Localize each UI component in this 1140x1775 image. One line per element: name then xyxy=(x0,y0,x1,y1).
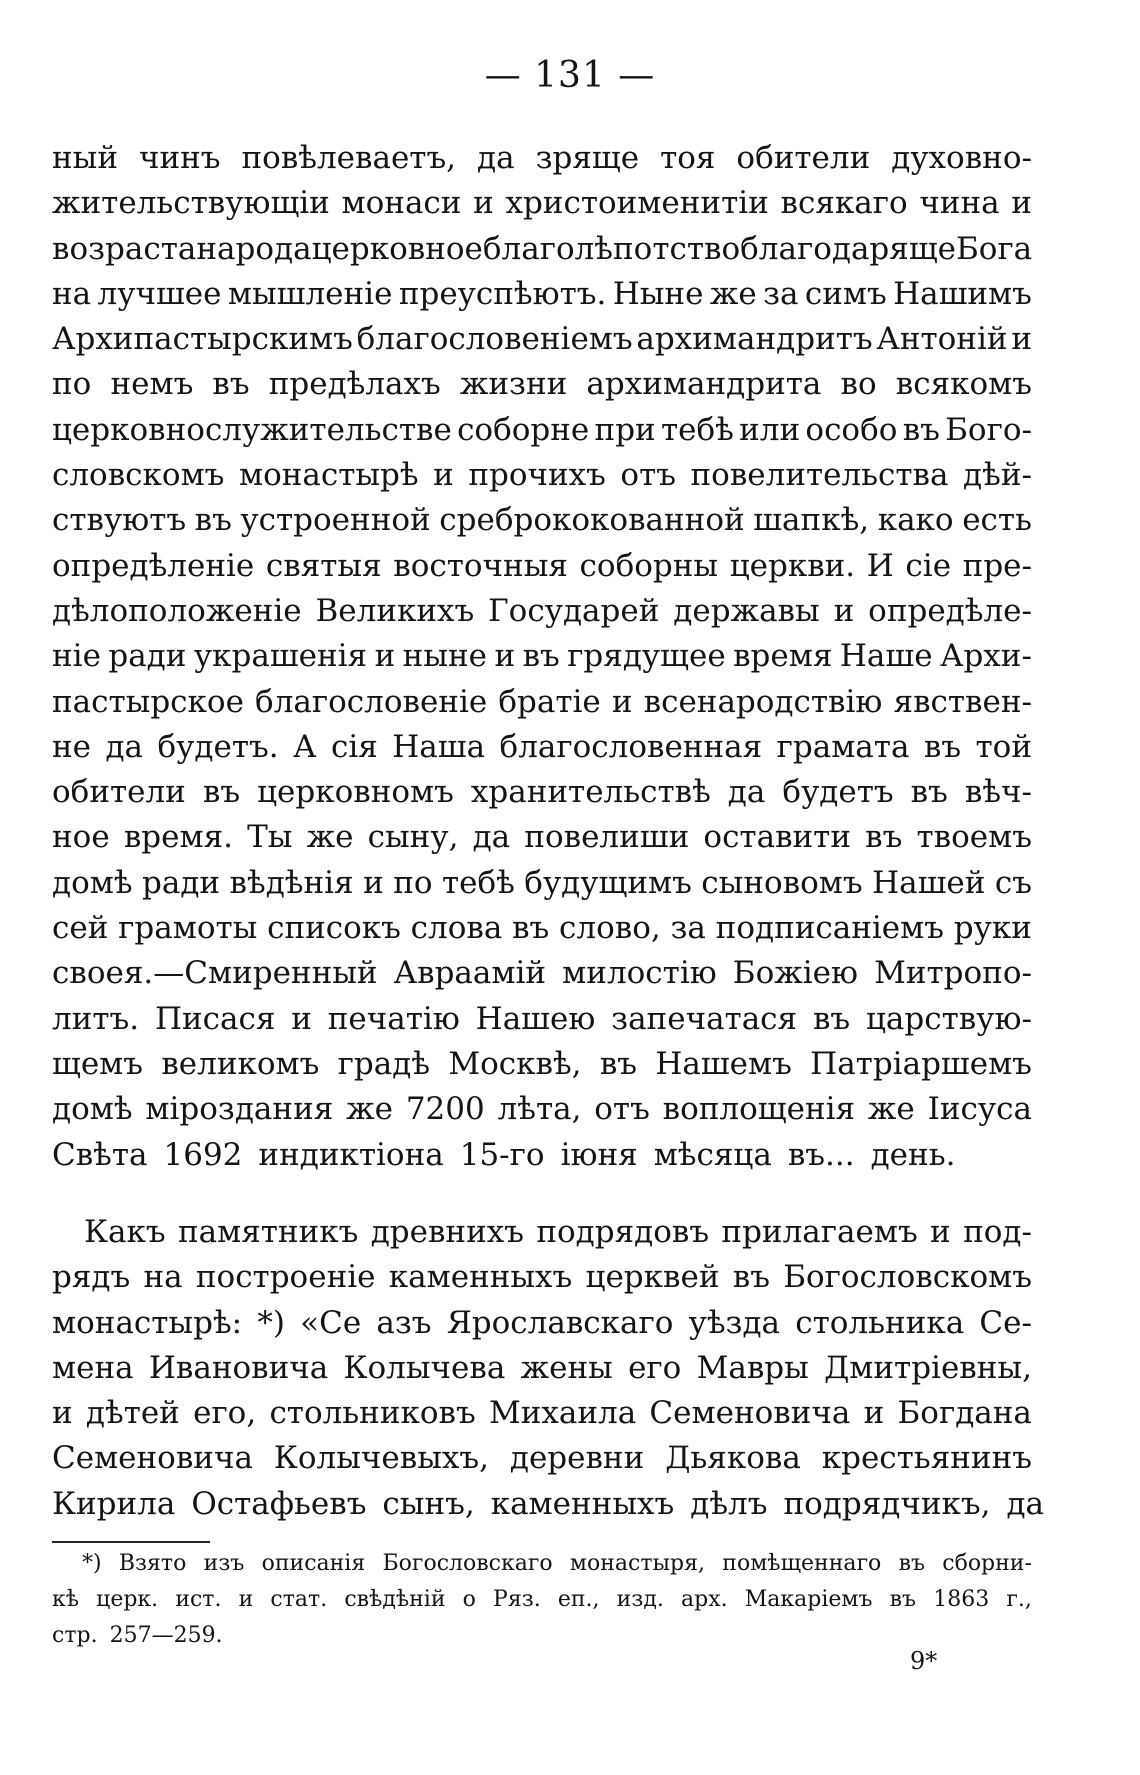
word: изъ xyxy=(203,1551,245,1576)
word: архимандритъ xyxy=(636,321,873,358)
word: же xyxy=(867,1091,915,1128)
word: повѣлеваетъ, xyxy=(241,140,457,176)
text-line xyxy=(52,1582,1032,1618)
word: 15-го xyxy=(459,1136,545,1173)
word: арх. xyxy=(681,1587,728,1612)
word: каменныхъ xyxy=(388,1259,573,1296)
text-line xyxy=(52,1042,1032,1087)
word: христоименитіи xyxy=(505,185,769,222)
word: Семеновича xyxy=(649,1395,851,1432)
word: и xyxy=(363,864,384,901)
page-number: — 131 — xyxy=(484,55,656,96)
signature-mark: 9* xyxy=(910,1647,938,1675)
word: Богдана xyxy=(897,1395,1032,1432)
word: мена xyxy=(52,1349,134,1386)
word: обители xyxy=(736,140,871,176)
word: г., xyxy=(1006,1587,1032,1612)
word: Ряз. xyxy=(493,1587,541,1612)
word: тебѣ xyxy=(660,411,734,448)
word: міроздания xyxy=(145,1091,334,1128)
word: и xyxy=(238,1587,254,1612)
word: запечатася xyxy=(611,1000,798,1037)
word: дѣлъ xyxy=(690,1485,768,1522)
word: сія xyxy=(330,728,378,765)
word: дѣлоположеніе xyxy=(52,592,302,629)
word: братіе xyxy=(498,683,601,720)
word: Нашей xyxy=(872,864,986,901)
word: Писася xyxy=(154,1000,276,1037)
word: ради xyxy=(108,638,187,675)
word: жизни xyxy=(459,366,568,403)
word: отъ xyxy=(620,457,676,494)
word: церквей xyxy=(585,1259,720,1296)
word: монаси xyxy=(341,185,462,222)
text-line xyxy=(52,1391,1032,1436)
text-line xyxy=(52,453,1032,498)
word: како xyxy=(877,502,954,539)
word: о xyxy=(462,1587,476,1612)
word: будущимъ xyxy=(524,864,692,901)
word: и xyxy=(863,1395,885,1432)
word: опредѣле- xyxy=(868,592,1032,629)
word: повелительства xyxy=(690,457,949,494)
word: всенародствію xyxy=(643,683,883,720)
word: свѣдѣній xyxy=(344,1587,446,1612)
text-line xyxy=(52,634,1032,679)
text-line xyxy=(52,227,1032,272)
word: его xyxy=(628,1349,682,1386)
word: ный xyxy=(52,140,118,176)
word: азъ xyxy=(376,1304,432,1341)
word: тоя xyxy=(660,140,716,176)
word: зряще xyxy=(535,140,640,176)
word: воплощенія xyxy=(662,1091,856,1128)
text-line xyxy=(52,725,1032,770)
word: памятникъ xyxy=(177,1214,359,1250)
word: помѣщеннаго xyxy=(722,1551,882,1576)
word: словскомъ xyxy=(52,457,225,494)
word: домѣ xyxy=(52,1091,133,1128)
word: щемъ xyxy=(52,1045,144,1082)
paragraph-2 xyxy=(52,1210,1045,1527)
word: Наша xyxy=(392,728,486,765)
word: церковномъ xyxy=(257,774,454,811)
word: духовно- xyxy=(891,140,1032,176)
text-line xyxy=(52,1346,1032,1391)
word: и xyxy=(930,1214,951,1250)
word: въ xyxy=(910,774,948,811)
word: еп., xyxy=(557,1587,600,1612)
word: Великихъ xyxy=(315,592,475,629)
word: уѣзда xyxy=(688,1304,781,1341)
word: Колычева xyxy=(343,1349,506,1386)
word: время. xyxy=(123,819,233,856)
word: древнихъ xyxy=(370,1214,524,1250)
footnote-divider xyxy=(52,1541,210,1543)
word: всякомъ xyxy=(895,366,1032,403)
text-line xyxy=(52,1210,1032,1255)
word: всякаго xyxy=(780,185,908,222)
word: или xyxy=(739,411,801,448)
text-line xyxy=(52,498,1032,543)
word: въ xyxy=(732,1259,770,1296)
word: сыну, xyxy=(367,819,459,856)
word: Взято xyxy=(118,1551,187,1576)
word: предѣлахъ xyxy=(268,366,441,403)
word: прилагаемъ xyxy=(721,1214,918,1250)
word: 1692 xyxy=(163,1136,243,1173)
word: народа xyxy=(196,230,312,267)
word: ствуютъ xyxy=(52,502,187,539)
word: церкви. xyxy=(729,547,856,584)
text-line xyxy=(52,951,1032,996)
word: отъ xyxy=(594,1091,650,1128)
text-line xyxy=(52,1436,1032,1481)
word: грамата xyxy=(776,728,910,765)
word: Кирила xyxy=(52,1485,176,1522)
word: лѣта, xyxy=(497,1091,582,1128)
word: да xyxy=(472,819,511,856)
word: градѣ xyxy=(337,1045,431,1082)
word: не xyxy=(52,728,92,765)
word: деревни xyxy=(509,1440,645,1477)
word: ныне xyxy=(402,638,488,675)
word: обители xyxy=(52,774,186,811)
paragraph-1 xyxy=(52,136,1032,1178)
word: Остафьевъ xyxy=(191,1485,367,1522)
word: пре- xyxy=(962,547,1032,584)
word: кѣ xyxy=(52,1587,80,1612)
word: благословеніемъ xyxy=(356,321,633,358)
text-line xyxy=(52,1087,1032,1132)
word: той xyxy=(975,728,1032,765)
word: Патріаршемъ xyxy=(810,1045,1032,1082)
word: немъ xyxy=(110,366,194,403)
word: Бога xyxy=(956,230,1033,267)
word: ист. xyxy=(175,1587,222,1612)
word: въ xyxy=(889,1587,917,1612)
word: Божіею xyxy=(732,955,859,992)
word: стр. xyxy=(52,1623,98,1648)
word: и xyxy=(611,683,633,720)
word: Колычевыхъ, xyxy=(273,1440,489,1477)
text-line xyxy=(52,181,1032,226)
word: Митропо- xyxy=(874,955,1032,992)
word: мышленіе xyxy=(227,275,393,312)
word: въ xyxy=(923,728,962,765)
word: Дьякова xyxy=(665,1440,801,1477)
word: державы xyxy=(673,592,820,629)
word: благословенная xyxy=(499,728,763,765)
word: въ xyxy=(599,1045,637,1082)
word: преуспѣютъ. xyxy=(398,275,607,312)
word: въ xyxy=(898,1551,925,1576)
word: ное xyxy=(52,819,110,856)
word: во xyxy=(840,366,877,403)
word: 257—259. xyxy=(109,1623,223,1648)
word: своея.—Смиренный xyxy=(52,955,378,992)
word: А xyxy=(293,728,317,765)
word: рядъ xyxy=(52,1259,131,1296)
word: Макаріемъ xyxy=(744,1587,873,1612)
word: ради xyxy=(142,864,221,901)
word: въ xyxy=(202,774,241,811)
word: вѣдѣнія xyxy=(229,864,354,901)
word: стольника xyxy=(795,1304,965,1341)
word: и xyxy=(833,592,855,629)
word: Михаила xyxy=(488,1395,637,1432)
word: въ xyxy=(902,411,940,448)
word: пастырское xyxy=(52,683,244,720)
word: будетъ xyxy=(782,774,894,811)
word: Богословскомъ xyxy=(783,1259,1032,1296)
word: И xyxy=(866,547,894,584)
text-line xyxy=(52,317,1032,362)
word: построеніе xyxy=(195,1259,376,1296)
word: сынъ, xyxy=(382,1485,475,1522)
word: да xyxy=(727,774,766,811)
word: и xyxy=(1011,321,1032,358)
word: да xyxy=(105,728,144,765)
word: да xyxy=(477,140,515,176)
word: святыя xyxy=(265,547,382,584)
word: въ... xyxy=(787,1136,855,1173)
word: жены xyxy=(520,1349,613,1386)
text-line xyxy=(52,770,1032,815)
word: оставити xyxy=(703,819,851,856)
word: каменныхъ xyxy=(490,1485,675,1522)
word: и xyxy=(52,1395,73,1432)
text-line xyxy=(52,815,1032,860)
word: Ныне xyxy=(612,275,704,312)
text-line xyxy=(52,1255,1032,1300)
word: чина xyxy=(919,185,1000,222)
text-line xyxy=(52,906,1032,951)
word: крестьянинъ xyxy=(821,1440,1032,1477)
word: Нашею xyxy=(475,1000,596,1037)
text-line xyxy=(52,1618,1032,1654)
word: время xyxy=(733,638,833,675)
word: милостію xyxy=(562,955,717,992)
word: сборни- xyxy=(942,1551,1032,1576)
word: *) xyxy=(257,1304,285,1341)
word: на xyxy=(52,275,92,312)
word: будетъ. xyxy=(157,728,279,765)
text-line xyxy=(52,408,1032,453)
text-line xyxy=(52,1546,1032,1582)
word: и xyxy=(433,457,454,494)
word: за xyxy=(670,910,706,947)
word: подрядчикъ, xyxy=(783,1485,991,1522)
word: при xyxy=(594,411,656,448)
word: царствую- xyxy=(865,1000,1032,1037)
word: 7200 xyxy=(405,1091,485,1128)
word: дѣтей xyxy=(85,1395,180,1432)
word: мѣсяца xyxy=(653,1136,772,1173)
text-line xyxy=(52,136,1032,181)
word: Антоній xyxy=(876,321,1008,358)
footnote xyxy=(52,1546,1032,1654)
word: возраста xyxy=(52,230,197,267)
word: стольниковъ xyxy=(269,1395,476,1432)
word: Ивановича xyxy=(148,1349,329,1386)
word: есть xyxy=(962,502,1032,539)
word: грамоты xyxy=(118,910,258,947)
word: описанія xyxy=(261,1551,366,1576)
word: хранительствѣ xyxy=(470,774,711,811)
word: же xyxy=(306,819,354,856)
word: жительствующіи xyxy=(52,185,330,222)
word: 1863 xyxy=(933,1587,990,1612)
word: сребрококованной xyxy=(439,502,745,539)
word: вѣч- xyxy=(964,774,1032,811)
text-line xyxy=(52,680,1032,725)
text-line xyxy=(52,362,1032,407)
word: домѣ xyxy=(52,864,133,901)
text-line xyxy=(52,589,1032,634)
word: повелиши xyxy=(524,819,690,856)
word: церковное xyxy=(311,230,483,267)
word: литъ. xyxy=(52,1000,140,1037)
word: Москвѣ, xyxy=(448,1045,582,1082)
word: «Се xyxy=(300,1304,362,1341)
word: съ xyxy=(994,864,1032,901)
word: ніе xyxy=(52,638,101,675)
word: слово, xyxy=(559,910,661,947)
word: индиктіона xyxy=(258,1136,444,1173)
word: симъ xyxy=(804,275,887,312)
word: Мавры xyxy=(696,1349,809,1386)
word: *) xyxy=(82,1551,102,1576)
word: сыновомъ xyxy=(701,864,863,901)
word: шапкѣ, xyxy=(753,502,870,539)
word: и xyxy=(473,185,494,222)
word: въ xyxy=(194,502,232,539)
word: устроенной xyxy=(240,502,431,539)
word: сей xyxy=(52,910,109,947)
word: прочихъ xyxy=(468,457,606,494)
word: Авраамій xyxy=(393,955,547,992)
word: Какъ xyxy=(84,1214,166,1250)
word: въ xyxy=(512,910,550,947)
word: тебѣ xyxy=(441,864,515,901)
word: соборны xyxy=(579,547,719,584)
word: его, xyxy=(193,1395,257,1432)
text-line xyxy=(52,1133,1032,1178)
word: на xyxy=(143,1259,183,1296)
word: церк. xyxy=(96,1587,159,1612)
word: Семеновича xyxy=(52,1440,253,1477)
word: особо xyxy=(805,411,898,448)
word: чинъ xyxy=(138,140,221,176)
word: великомъ xyxy=(161,1045,320,1082)
word: твоемъ xyxy=(916,819,1032,856)
word: и xyxy=(1011,185,1032,222)
word: изд. xyxy=(616,1587,664,1612)
word: восточныя xyxy=(393,547,568,584)
text-line xyxy=(52,1301,1032,1346)
word: по xyxy=(52,366,92,403)
word: архимандрита xyxy=(586,366,822,403)
word: Се- xyxy=(979,1304,1032,1341)
word: и xyxy=(494,638,516,675)
word: въ xyxy=(812,1000,851,1037)
word: списокъ xyxy=(267,910,401,947)
word: дѣй- xyxy=(963,457,1032,494)
word: монастыря, xyxy=(569,1551,705,1576)
word: благодаряще xyxy=(740,230,956,267)
word: же xyxy=(709,275,757,312)
text-line xyxy=(52,544,1032,589)
word: Бого- xyxy=(945,411,1032,448)
word: по xyxy=(393,864,433,901)
word: под- xyxy=(963,1214,1032,1250)
word: стат. xyxy=(270,1587,328,1612)
text-line xyxy=(52,997,1032,1042)
word: руки xyxy=(953,910,1032,947)
word: въ xyxy=(212,366,250,403)
word: Богословскаго xyxy=(382,1551,553,1576)
word: Наше xyxy=(839,638,933,675)
word: явствен- xyxy=(893,683,1032,720)
word: день. xyxy=(870,1136,956,1173)
word: сіе xyxy=(905,547,952,584)
word: Іисуса xyxy=(927,1091,1032,1128)
word: слова xyxy=(410,910,503,947)
word: грядущее xyxy=(567,638,726,675)
word: въ xyxy=(522,638,560,675)
word: Ярославскаго xyxy=(446,1304,674,1341)
word: Нашимъ xyxy=(893,275,1032,312)
word: монастырѣ xyxy=(238,457,419,494)
word: подрядовъ xyxy=(536,1214,710,1250)
word: лучшее xyxy=(97,275,222,312)
word: благословеніе xyxy=(255,683,488,720)
text-line xyxy=(52,861,1032,906)
word: благолѣпотство xyxy=(482,230,741,267)
word: Дмитріевны, xyxy=(824,1349,1032,1386)
text-line xyxy=(52,272,1032,317)
word: и xyxy=(291,1000,312,1037)
word: соборне xyxy=(457,411,590,448)
word: Государей xyxy=(488,592,660,629)
word: да xyxy=(1006,1485,1045,1522)
word: опредѣленіе xyxy=(52,547,255,584)
word: украшенія xyxy=(193,638,368,675)
word: іюня xyxy=(560,1136,638,1173)
word: печатію xyxy=(327,1000,460,1037)
word: Архи- xyxy=(939,638,1032,675)
text-line xyxy=(52,1482,1045,1527)
word: Архипастырскимъ xyxy=(52,321,353,358)
word: монастырѣ: xyxy=(52,1304,243,1341)
word: Свѣта xyxy=(52,1136,148,1173)
word: въ xyxy=(865,819,903,856)
word: Нашемъ xyxy=(655,1045,792,1082)
word: и xyxy=(374,638,396,675)
word: же xyxy=(346,1091,393,1128)
word: подписаніемъ xyxy=(715,910,944,947)
word: Ты xyxy=(247,819,293,856)
word: церковнослужительстве xyxy=(52,411,452,448)
word: за xyxy=(763,275,799,312)
